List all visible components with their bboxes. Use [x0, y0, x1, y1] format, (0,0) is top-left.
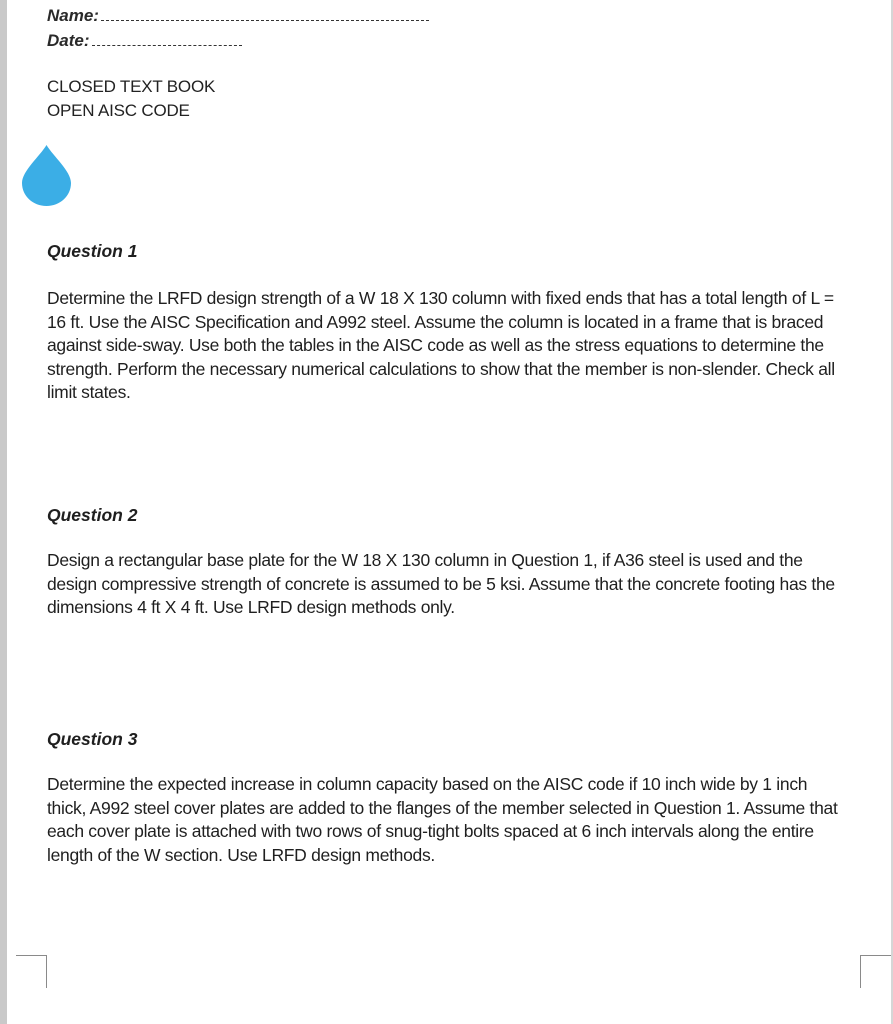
question-2-heading: Question 2	[47, 505, 138, 525]
page-left-edge	[0, 0, 7, 1024]
date-field	[47, 31, 242, 51]
question-2-body: Design a rectangular base plate for the W 18 X 130 column in Question 1, if A36 steel is used and the design compressive strength of concrete is assumed to be 5 ksi. Assume that the concrete footing has the dimensions 4 ft X 4 ft. Use LRFD design methods only.	[47, 550, 835, 617]
question-1-heading: Question 1	[47, 241, 138, 261]
name-blank-line	[101, 6, 429, 21]
page-corner-mark-right	[860, 955, 891, 988]
date-label: Date:	[47, 31, 90, 50]
question-3-heading: Question 3	[47, 729, 138, 749]
name-label: Name:	[47, 6, 99, 25]
page-corner-mark-left	[16, 955, 47, 988]
question-3-body: Determine the expected increase in column capacity based on the AISC code if 10 inch wide by 1 inch thick, A992 steel cover plates are added to the flanges of the member selected in Question 1. Assume that each cover plate is attached with two rows of snug-tight bolts spaced at 6 inch intervals along the entire length of the W section. Use LRFD design methods.	[47, 774, 838, 865]
instruction-open-code: OPEN AISC CODE	[47, 101, 190, 120]
water-drop-icon[interactable]	[20, 143, 73, 207]
date-blank-line	[92, 31, 242, 46]
question-1-body: Determine the LRFD design strength of a W 18 X 130 column with fixed ends that has a total length of L = 16 ft. Use the AISC Specification and A992 steel. Assume the column is located in a frame that is braced against side-sway. Use both the tables in the AISC code as well as the stress equations to determine the strength. Perform the necessary numerical calculations to show that the member is non-slender. Check all limit states.	[47, 288, 835, 402]
name-field	[47, 6, 429, 26]
instruction-closed-book: CLOSED TEXT BOOK	[47, 77, 216, 96]
